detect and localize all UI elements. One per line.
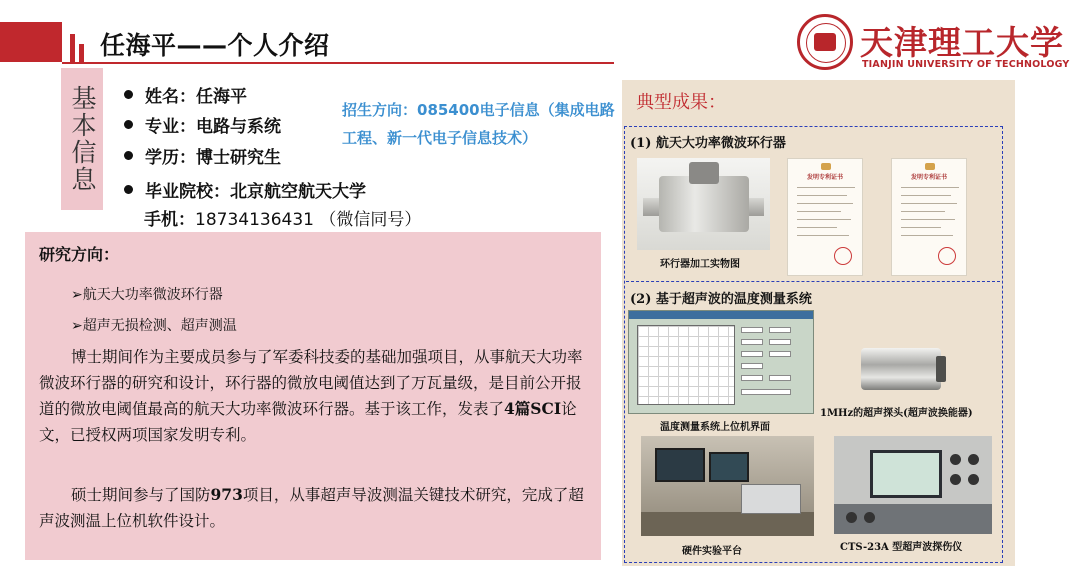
university-name-cn: 天津理工大学	[860, 23, 1064, 62]
results-divider	[626, 281, 1000, 282]
research-paragraph-master: 硕士期间参与了国防973项目，从事超声导波测温关键技术研究，完成了超声波测温上位机软件设计。	[39, 485, 584, 530]
info-degree: 学历：博士研究生	[124, 143, 281, 168]
circulator-photo	[637, 158, 770, 250]
patent-certificate-image: 发明专利证书	[787, 158, 863, 276]
header-underline	[62, 62, 614, 64]
header-accent-tick	[79, 44, 84, 62]
bullet-icon	[124, 151, 133, 160]
research-item: ➢超声无损检测、超声测温	[71, 318, 237, 334]
enrollment-direction: 招生方向：085400电子信息（集成电路工程、新一代电子信息技术）	[342, 101, 615, 147]
ultrasonic-probe-photo	[861, 348, 941, 390]
header-accent-tick	[70, 34, 75, 62]
bullet-icon	[124, 90, 133, 99]
result-heading-ultrasonic: (2) 基于超声波的温度测量系统	[630, 292, 812, 307]
basic-info-label: 基本信息	[61, 68, 103, 210]
caption-flaw-detector: CTS-23A 型超声波探伤仪	[840, 542, 963, 553]
info-phone: 手机：18734136431 （微信同号）	[144, 210, 422, 230]
probe-connector	[936, 356, 946, 382]
results-title: 典型成果：	[636, 92, 726, 113]
info-name: 姓名：任海平	[124, 82, 247, 107]
research-item: ➢航天大功率微波环行器	[71, 287, 223, 303]
caption-software: 温度测量系统上位机界面	[660, 422, 770, 433]
caption-circulator: 环行器加工实物图	[660, 259, 740, 270]
flaw-detector-photo	[834, 436, 992, 534]
bullet-icon	[124, 120, 133, 129]
research-paragraph-phd: 博士期间作为主要成员参与了军委科技委的基础加强项目，从事航天大功率微波环行器的研究和设计，环行器的微放电阈值达到了万瓦量级，是目前公开报道的微放电阈值最高的航天大功率微波环行器。基于该工作，发表了4篇SCI论文，已授权两项国家发明专利。	[39, 348, 583, 444]
university-seal-icon	[797, 14, 853, 70]
info-school: 毕业院校：北京航空航天大学	[124, 177, 366, 202]
university-name-en: TIANJIN UNIVERSITY OF TECHNOLOGY	[862, 59, 1070, 70]
patent-certificate-image: 发明专利证书	[891, 158, 967, 276]
research-title: 研究方向：	[39, 245, 120, 264]
hardware-platform-photo	[641, 436, 814, 536]
header-accent-bar	[0, 22, 62, 62]
software-ui-screenshot	[628, 310, 814, 414]
caption-probe: 1MHz的超声探头(超声波换能器)	[820, 408, 973, 419]
research-panel	[25, 232, 601, 560]
caption-hardware: 硬件实验平台	[682, 546, 742, 557]
info-major: 专业：电路与系统	[124, 112, 281, 137]
page-title: 任海平——个人介绍	[100, 31, 330, 60]
result-heading-circulator: (1) 航天大功率微波环行器	[630, 136, 786, 151]
bullet-icon	[124, 185, 133, 194]
